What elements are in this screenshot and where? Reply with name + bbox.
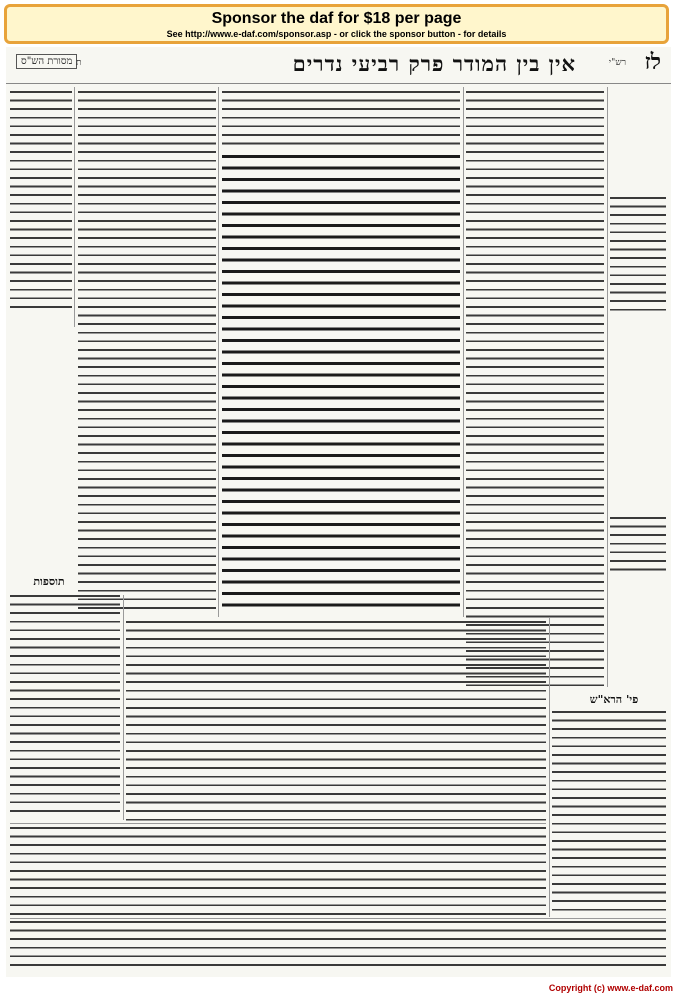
divider-lower-right xyxy=(549,617,550,917)
divider-lower-left xyxy=(123,595,124,820)
divider-tosafot-gemara xyxy=(218,87,219,617)
bottom-notes-full xyxy=(10,921,666,967)
lower-commentary-wide xyxy=(126,621,546,821)
page-header xyxy=(6,47,671,84)
divider-gemara-rashi xyxy=(463,87,464,617)
tosafot-upper-text xyxy=(78,91,216,611)
page-side-marker: ת xyxy=(76,58,82,68)
talmud-page-scan xyxy=(6,47,671,977)
gemara-text xyxy=(222,155,460,615)
bottom-notes xyxy=(10,827,546,917)
tosafot-section-title: תוספות xyxy=(26,575,72,588)
sponsor-banner[interactable] xyxy=(4,4,669,44)
rosh-section-title: פי' הרא"ש xyxy=(576,693,652,706)
divider-bottom xyxy=(10,918,666,919)
gemara-opening-lines xyxy=(222,91,460,149)
margin-notes-right-lower xyxy=(610,517,666,577)
divider-right xyxy=(607,87,608,687)
chapter-title: אין בין המודר פרק רביעי נדרים xyxy=(292,51,576,76)
sponsor-banner-subtitle: See http://www.e-daf.com/sponsor.asp - or click the sponsor button - for details xyxy=(166,29,507,39)
tosafot-lower-text xyxy=(10,595,120,815)
divider-above-notes xyxy=(10,823,546,824)
divider-left xyxy=(74,87,75,327)
ein-mishpat-column xyxy=(10,91,72,311)
margin-notes-right xyxy=(610,197,666,317)
mesoret-hashas-label: מסורת הש"ס xyxy=(16,54,77,69)
rosh-text xyxy=(552,711,666,911)
rashi-upper-text xyxy=(466,91,604,691)
rashi-header-label: רש"י xyxy=(608,58,626,68)
copyright-notice: Copyright (c) www.e-daf.com xyxy=(548,983,673,993)
daf-number: לז xyxy=(644,49,661,75)
sponsor-banner-title: Sponsor the daf for $18 per page xyxy=(211,10,462,27)
